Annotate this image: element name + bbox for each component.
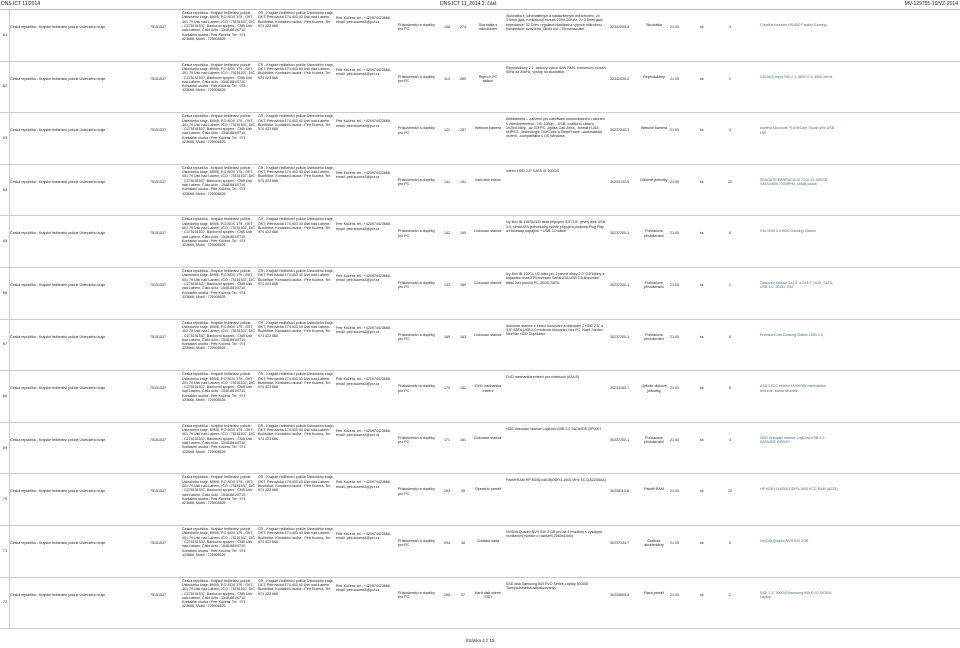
contact-person: Petr Kučera, tel.: +420974423666, email: petr.kucera3@pcr.cz bbox=[336, 325, 391, 334]
item-id: 142 bbox=[444, 231, 450, 236]
unit-label: ks bbox=[700, 489, 704, 494]
page-footer: Stránka 4 z 15 bbox=[465, 638, 495, 643]
cpv-code: 30237134-7 bbox=[610, 541, 630, 545]
row-number: 71 bbox=[2, 548, 8, 553]
item-id-2: 38 bbox=[461, 541, 465, 545]
offered-product: Dokovací stanice 3x2,5" a 2x3,5" HDD, SATA, USB 3.0, JBOD, RAI bbox=[760, 281, 834, 290]
buyer-name: Česká republika - Krajské ředitelství policie Ústeckého kraje bbox=[10, 231, 106, 236]
supplier-address: Česká republika - Krajské ředitelství policie Ústeckého kraje, 899/8, P.O.BOX 179 - OKT, 401 79 Ústí nad Labem, IČO : 75151537, DIČ : CZ75151537, Bankovní spojení : ČNB Ústí nad Labem, Číslo účtu : 1548-881/0710, Kontaktní osoba : Petr Kučera, Tel : 974 423666, Mobil : 725908525 bbox=[182, 423, 255, 454]
contact-person: Petr Kučera, tel.: +420974423666, email: petr.kucera3@pcr.cz bbox=[336, 428, 391, 438]
item-id-2: 191 bbox=[460, 179, 466, 184]
offered-product: Creative headset HS-800 Fatality Gaming bbox=[760, 23, 827, 27]
buyer-name: Česká republika - Krajské ředitelství policie Ústeckého kraje bbox=[10, 592, 106, 597]
category-reason: Příslušenství a doplňky pro PC bbox=[398, 539, 435, 548]
item-description: Icy Box IB-120CL-U3 false pro 2 pevné disky 2,5"/3,5"klidný a kapacitou max.3TB,rozhraní Seriál ATA,USB 3.0,klonování disků bez použití PC,JBOD,SATA bbox=[506, 272, 605, 285]
delivery-address: ČR - Krajské ředitelství policie Ústeckého kraje, OKT, Petrovická 174,403 40 Ústí nad Labem-Bučibitice, Kontaktní osoba : Petr Kučera, Tel: 974 423 666 bbox=[258, 62, 334, 80]
header-left: DNS ICT 11/2014 bbox=[1, 1, 41, 7]
quantity: 3 bbox=[729, 25, 731, 29]
item-id: 114 bbox=[444, 76, 450, 81]
offered-product: ASUS 8CC externí DVD±RW mechanika/ tenčené, barva stříbrná bbox=[760, 384, 826, 393]
category-reason: Příslušenství a doplňky pro PC bbox=[398, 23, 435, 32]
item-category: hard disk interní bbox=[475, 177, 501, 182]
item-description: SSD disk Samsung 840 EVO Series Laptop 500GB Trim/podržitelná aktualizovaný) bbox=[506, 581, 588, 590]
row-number: 64 bbox=[2, 187, 8, 192]
delivery-address: ČR - Krajské ředitelství policie Ústeckého kraje, OKT, Petrovická 174,403 40 Ústí nad Labem-Bučibitice, Kontaktní osoba : Petr Kučera, Tel: 974 423 666 bbox=[258, 114, 334, 132]
row-number: 65 bbox=[2, 239, 8, 244]
supplier-address: Česká republika - Krajské ředitelství policie Ústeckého kraje, 899/8, P.O.BOX 179 - OKT, 401 79 Ústí nad Labem, IČO : 75151537, DIČ : CZ75151537, Bankovní spojení : ČNB Ústí nad Labem, Číslo účtu : 1548-881/0710, Kontaktní osoba : Petr Kučera, Tel : 974 423666, Mobil : 725908525 bbox=[182, 11, 255, 41]
page-header bbox=[0, 0, 960, 8]
table-row bbox=[0, 423, 960, 475]
delivery-address: ČR - Krajské ředitelství policie Ústeckého kraje, OKT, Petrovická 174,403 40 Ústí nad Labem-Bučibitice, Kontaktní osoba : Petr Kučera, Tel: 974 423 666 bbox=[258, 527, 334, 544]
item-category: Dokovací stanice bbox=[474, 332, 502, 337]
item-description: dokovací stanice s funkcí klonování a dokování 2 HDD 2,5" a 3,5" SATA,USB 3.0,možnost klonování bez PC, Např. Vantec NexStar HDD Duplikátor. bbox=[506, 323, 604, 337]
delivery-address: ČR - Krajské ředitelství policie Ústeckého kraje, OKT, Petrovická 174,403 40 Ústí nad Labem-Bučibitice, Kontaktní osoba : Petr Kučera, Tel: 974 423 666 bbox=[258, 165, 334, 183]
offered-product: PremiumCord Docking Station USB 3.0, bbox=[760, 332, 824, 337]
supplier-address: Česká republika - Krajské ředitelství policie Ústeckého kraje, 899/8, P.O.BOX 179 - OKT, 401 79 Ústí nad Labem, IČO : 75151537, DIČ : CZ75151537, Bankovní spojení : ČNB Ústí nad Labem, Číslo účtu : 1548-881/0710, Kontaktní osoba : Petr Kučera, Tel : 974 423666, Mobil : 725908525 bbox=[182, 527, 255, 557]
contact-person: Petr Kučera, tel.: +420974423666, email: petr.kucera3@pcr.cz bbox=[336, 67, 391, 76]
cpv-name: Optické diskové jednotky bbox=[641, 384, 667, 393]
buyer-name: Česká republika - Krajské ředitelství policie Ústeckého kraje bbox=[10, 386, 106, 391]
item-id-2: 189 bbox=[460, 283, 466, 287]
delivery-address: ČR - Krajské ředitelství policie Ústeckého kraje, OKT, Petrovická 174,403 40 Ústí nad Labem-Bučibitice, Kontaktní osoba : Petr Kučera, Tel: 974 423 666 bbox=[258, 217, 334, 235]
item-id-2: 274 bbox=[460, 25, 466, 29]
item-id-2: 39 bbox=[461, 489, 465, 494]
category-reason: Příslušenství a doplňky pro PC bbox=[398, 229, 435, 238]
ico-value: 75151537 bbox=[150, 437, 166, 442]
cpv-code: 30237200-1 bbox=[610, 334, 630, 339]
cpv-name: Paměť RAM bbox=[644, 487, 664, 492]
cpv-name: Grafické akcelerátory bbox=[644, 539, 664, 548]
item-category: Dokovací stanice bbox=[474, 435, 502, 440]
cpv-code: 32342200-4 bbox=[610, 25, 630, 29]
item-category: Repro k PC aktivní bbox=[478, 74, 498, 83]
supplier-address: Česká republika - Krajské ředitelství policie Ústeckého kraje, 899/8, P.O.BOX 179 - OKT, 401 79 Ústí nad Labem, IČO : 75151537, DIČ : CZ75151537, Bankovní spojení : ČNB Ústí nad Labem, Číslo účtu : 1548-881/0710, Kontaktní osoba : Petr Kučera, Tel : 974 423666, Mobil : 725908525 bbox=[182, 320, 255, 351]
cpv-code: 30237200-1 bbox=[610, 437, 630, 442]
offered-product: HP 8GB (1X8GB) DDR3-1600 ECC RAM (A2Z5) bbox=[760, 487, 838, 492]
ico-value: 75151537 bbox=[150, 128, 166, 133]
row-number: 66 bbox=[2, 290, 8, 295]
item-id-2: 162 bbox=[460, 386, 466, 391]
cpv-code: 30237200-1 bbox=[610, 231, 630, 236]
category-reason: Příslušenství a doplňky pro PC bbox=[398, 332, 435, 341]
contact-person: Petr Kučera, tel.: +420974423666, email: petr.kucera3@pcr.cz bbox=[336, 274, 391, 283]
supplier-address: Česká republika - Krajské ředitelství policie Ústeckého kraje, 899/8, P.O.BOX 179 - OKT, 401 79 Ústí nad Labem, IČO : 75151537, DIČ : CZ75151537, Bankovní spojení : ČNB Ústí nad Labem, Číslo účtu : 1548-881/0710, Kontaktní osoba : Petr Kučera, Tel : 974 423666, Mobil : 725908525 bbox=[182, 217, 255, 248]
contact-person: Petr Kučera, tel.: +420974423666, email: petr.kucera3@pcr.cz bbox=[336, 119, 391, 128]
row-number: 69 bbox=[2, 445, 8, 450]
ico-value: 75151537 bbox=[150, 386, 166, 391]
table-row bbox=[0, 320, 960, 372]
quantity: 2 bbox=[729, 592, 731, 597]
cpv-name: Reproduktory bbox=[643, 74, 665, 79]
unit-label: ks bbox=[700, 386, 704, 391]
vat-rate: 21.00 bbox=[670, 283, 679, 287]
cpv-code: 30234600-4 bbox=[610, 592, 630, 597]
category-reason: Příslušenství a doplňky pro PC bbox=[398, 487, 435, 496]
table-row bbox=[0, 216, 960, 268]
cpv-name: Flash paměť bbox=[643, 590, 665, 595]
item-id-2: 161 bbox=[460, 437, 466, 442]
contact-person: Petr Kučera, tel.: +420974423666, email: petr.kucera3@pcr.cz bbox=[336, 16, 391, 25]
buyer-name: Česká republika - Krajské ředitelství policie Ústeckého kraje bbox=[10, 437, 106, 442]
item-description: Webkamera – zařízení pro nahrávání komunikačního rozhraní s videokonferencí - HD 1080p, - USB, -rozlišení obrazu 1920x1080p, -až 30FPS, -optika Carl Zeiss, -formát H.264, MJPEG, -technologie TrueColor a ClearFrame, -automatické ostření, -kompatibilita s OS Windows bbox=[506, 117, 605, 139]
cpv-code: 30236110-6 bbox=[610, 489, 629, 494]
item-id: 121 bbox=[444, 128, 450, 133]
item-id: 293 bbox=[444, 489, 450, 494]
ico-value: 75151537 bbox=[150, 489, 166, 494]
cpv-code: 30233132-5 bbox=[610, 179, 630, 184]
item-description: NVIDIA Quadro NVS 510 2 GB pro až 4 monitory s vysokým rozlišením(monitor o rozlišení 2560x1440) bbox=[506, 530, 602, 539]
vat-rate: 21.00 bbox=[670, 25, 679, 29]
vat-rate: 21.00 bbox=[670, 231, 679, 236]
contact-person: Petr Kučera, tel.: +420974423666, email: petr.kucera3@pcr.cz bbox=[336, 480, 391, 489]
item-id-2: 37 bbox=[461, 592, 465, 597]
row-number: 63 bbox=[2, 135, 8, 140]
buyer-name: Česká republika - Krajské ředitelství policie Ústeckého kraje bbox=[10, 76, 106, 81]
offered-product: iTec USB 3.0 HDD Docking Station bbox=[760, 229, 816, 234]
cpv-name: Počítačové příslušenství bbox=[643, 332, 665, 341]
delivery-address: ČR - Krajské ředitelství policie Ústeckého kraje, OKT, Petrovická 174,403 40 Ústí nad Labem-Bučibitice, Kontaktní osoba : Petr Kučera, Tel: 974 423 666 bbox=[258, 423, 334, 441]
offered-product: NVIDIA Quadro NVS 510 2GB bbox=[760, 539, 809, 543]
contact-person: Petr Kučera, tel.: +420974423666, email: petr.kucera3@pcr.cz bbox=[336, 583, 391, 592]
contact-person: Petr Kučera, tel.: +420974423666, email: petr.kucera3@pcr.cz bbox=[336, 532, 391, 541]
category-reason: Příslušenství a doplňky pro PC bbox=[398, 126, 435, 135]
table-row bbox=[0, 526, 960, 578]
row-number: 67 bbox=[2, 342, 8, 347]
supplier-address: Česká republika - Krajské ředitelství policie Ústeckého kraje, 899/8, P.O.BOX 179 - OKT, 401 79 Ústí nad Labem, IČO : 75151537, DIČ : CZ75151537, Bankovní spojení : ČNB Ústí nad Labem, Číslo účtu : 1548-881/0710, Kontaktní osoba : Petr Kučera, Tel : 974 423666, Mobil : 725908525 bbox=[182, 269, 255, 299]
delivery-address: ČR - Krajské ředitelství policie Ústeckého kraje, OKT, Petrovická 174,403 40 Ústí nad Labem-Bučibitice, Kontaktní osoba : Petr Kučera, Tel: 974 423 666 bbox=[258, 578, 334, 596]
offered-product: HDD dokovací stanice LogiLink USB 3.0 SATA/IDE QP0007 bbox=[760, 435, 825, 445]
table-row bbox=[0, 268, 960, 320]
ico-value: 75151537 bbox=[150, 231, 166, 236]
unit-label: ks bbox=[700, 437, 704, 442]
item-id-2: 280 bbox=[460, 76, 466, 81]
category-reason: Příslušenství a doplňky pro PC bbox=[398, 74, 435, 83]
header-center: DNS ICT 11_2014 2. část bbox=[440, 1, 497, 7]
quantity: 5 bbox=[729, 386, 731, 391]
quantity: 2 bbox=[729, 76, 731, 81]
item-id: 169 bbox=[444, 334, 450, 339]
cpv-code: 32342000-2 bbox=[610, 76, 630, 81]
table-row bbox=[0, 165, 960, 217]
item-description: Sluchátka s odnímatelným a nastavitelným mikrofonem, 2x 3.5mm jack, Kmitočtový rozsah 20Hz-20KHz, 2x 3.5mm jack, Impedance: 32 Ohm, regulace hlasitosti a vypnutí mikrofonu, Konstrukce: uzavřená, Okolo uší – Circumaurální. bbox=[506, 14, 604, 31]
table-row bbox=[0, 62, 960, 114]
unit-label: ks bbox=[700, 128, 704, 133]
row-number: 62 bbox=[2, 84, 8, 89]
item-category: Operační paměť bbox=[474, 487, 502, 492]
row-number: 68 bbox=[2, 393, 8, 398]
buyer-name: Česká republika - Krajské ředitelství policie Ústeckého kraje bbox=[10, 283, 106, 287]
item-id: 141 bbox=[444, 179, 450, 184]
supplier-address: Česká republika - Krajské ředitelství policie Ústeckého kraje, 899/8, P.O.BOX 179 - OKT, 401 79 Ústí nad Labem, IČO : 75151537, DIČ : CZ75151537, Bankovní spojení : ČNB Ústí nad Labem, Číslo účtu : 1548-881/0710, Kontaktní osoba : Petr Kučera, Tel : 974 423666, Mobil : 725908525 bbox=[182, 62, 255, 93]
quantity: 20 bbox=[728, 179, 732, 184]
delivery-address: ČR - Krajské ředitelství policie Ústeckého kraje, OKT, Petrovická 174,403 40 Ústí nad Labem-Bučibitice, Kontaktní osoba : Petr Kučera, Tel: 974 423 666 bbox=[258, 269, 334, 286]
ico-value: 75151537 bbox=[150, 592, 166, 597]
contact-person: Petr Kučera, tel.: +420974423666, email: petr.kucera3@pcr.cz bbox=[336, 170, 391, 180]
table-row bbox=[0, 371, 960, 423]
cpv-code: 30237240-3 bbox=[610, 128, 630, 133]
item-id: 170 bbox=[444, 386, 450, 391]
item-category: Sluchátka s mikrofonem bbox=[478, 23, 498, 32]
offered-product: kamera Microsoft PL/LifeCam Studio Win USB HW bbox=[760, 126, 835, 135]
category-reason: Příslušenství a doplňky pro PC bbox=[398, 435, 435, 445]
unit-label: ks bbox=[700, 541, 704, 545]
quantity: 5 bbox=[729, 541, 731, 545]
category-reason: Příslušenství a doplňky pro PC bbox=[398, 590, 435, 599]
item-description: Icy Box IB-116StU3-B false připojení 3,5"/2,5" pevný disk USB 3.0, sériál ATA,jednoduchý rychlé připojení,podpora Plug Play a Hot-swap,napájení + USB 3.0 kabel bbox=[506, 220, 605, 234]
item-id-2: 163 bbox=[460, 334, 466, 339]
buyer-name: Česká republika - Krajské ředitelství policie Ústeckého kraje bbox=[10, 489, 106, 494]
buyer-name: Česká republika - Krajské ředitelství policie Ústeckého kraje bbox=[10, 179, 106, 184]
item-category: DVD mechanika externí bbox=[475, 384, 501, 393]
header-right: MV-129755-16/VZ-2014 bbox=[904, 1, 958, 7]
unit-label: ks bbox=[700, 334, 704, 339]
supplier-address: Česká republika - Krajské ředitelství policie Ústeckého kraje, 899/8, P.O.BOX 179 - OKT, 401 79 Ústí nad Labem, IČO : 75151537, DIČ : CZ75151537, Bankovní spojení : ČNB Ústí nad Labem, Číslo účtu : 1548-881/0710, Kontaktní osoba : Petr Kučera, Tel : 974 423666, Mobil : 725908525 bbox=[182, 114, 255, 145]
delivery-address: ČR - Krajské ředitelství policie Ústeckého kraje, OKT, Petrovická 174,403 40 Ústí nad Labem-Bučibitice, Kontaktní osoba : Petr Kučera, Tel: 974 423 666 bbox=[258, 11, 334, 28]
cpv-name: Webové kamera bbox=[640, 126, 668, 131]
quantity: 6 bbox=[729, 334, 731, 339]
row-number: 72 bbox=[2, 600, 8, 605]
contact-person: Petr Kučera, tel.: +420974423666, email: petr.kucera3@pcr.cz bbox=[336, 222, 391, 231]
item-description: interní HDD 3,5" SATA III, 500GB bbox=[506, 168, 559, 173]
vat-rate: 21.00 bbox=[670, 489, 679, 494]
quantity: 20 bbox=[728, 489, 732, 494]
quantity: 3 bbox=[729, 437, 731, 442]
cpv-name: Počítačové příslušenství bbox=[643, 229, 665, 238]
ico-value: 75151537 bbox=[150, 283, 166, 287]
offered-product: SEAGATE BARRACUDA 7200.14, 500GB SATA3/600 7200RPM, 16MB cache bbox=[760, 177, 828, 187]
table-row bbox=[0, 474, 960, 526]
item-id: 171 bbox=[444, 437, 450, 442]
buyer-name: Česká republika - Krajské ředitelství policie Ústeckého kraje bbox=[10, 25, 106, 29]
item-category: Dokovací stanice bbox=[474, 281, 502, 285]
table-row bbox=[0, 10, 960, 62]
unit-label: ks bbox=[700, 76, 704, 81]
buyer-name: Česká republika - Krajské ředitelství policie Ústeckého kraje bbox=[10, 128, 106, 133]
item-description: Reproduktory 2.1, celkový výkon 40W RMS, frekvenční rozsah 50Hz až 20kHz, výstup na sluchátka bbox=[506, 65, 606, 74]
supplier-address: Česká republika - Krajské ředitelství policie Ústeckého kraje, 899/8, P.O.BOX 179 - OKT, 401 79 Ústí nad Labem, IČO : 75151537, DIČ : CZ75151537, Bankovní spojení : ČNB Ústí nad Labem, Číslo účtu : 1548-881/0710, Kontaktní osoba : Petr Kučera, Tel : 974 423666, Mobil : 725908525 bbox=[182, 578, 255, 609]
supplier-address: Česká republika - Krajské ředitelství policie Ústeckého kraje, 899/8, P.O.BOX 179 - OKT, 401 79 Ústí nad Labem, IČO : 75151537, DIČ : CZ75151537, Bankovní spojení : ČNB Ústí nad Labem, Číslo účtu : 1548-881/0710, Kontaktní osoba : Petr Kučera, Tel : 974 423666, Mobil : 725908525 bbox=[182, 372, 255, 403]
table-row bbox=[0, 578, 960, 630]
item-id: 143 bbox=[444, 283, 450, 287]
supplier-address: Česká republika - Krajské ředitelství policie Ústeckého kraje, 899/8, P.O.BOX 179 - OKT, 401 79 Ústí nad Labem, IČO : 75151537, DIČ : CZ75151537, Bankovní spojení : ČNB Ústí nad Labem, Číslo účtu : 1548-881/0710, Kontaktní osoba : Petr Kučera, Tel : 974 423666, Mobil : 725908525 bbox=[182, 165, 255, 196]
category-reason: Příslušenství a doplňky pro PC bbox=[398, 384, 435, 393]
cpv-name: Sluchátka bbox=[646, 23, 662, 27]
vat-rate: 21.00 bbox=[670, 541, 679, 545]
item-id-2: 287 bbox=[460, 128, 466, 133]
vat-rate: 21.00 bbox=[670, 128, 679, 133]
item-category: Webové kamera bbox=[474, 126, 502, 131]
unit-label: ks bbox=[700, 25, 704, 29]
unit-label: ks bbox=[700, 179, 704, 184]
delivery-address: ČR - Krajské ředitelství policie Ústeckého kraje, OKT, Petrovická 174,403 40 Ústí nad Labem-Bučibitice, Kontaktní osoba : Petr Kučera, Tel: 974 423 666 bbox=[258, 320, 334, 338]
vat-rate: 21.00 bbox=[670, 179, 679, 184]
cpv-name: Počítačové příslušenství bbox=[643, 281, 665, 290]
item-description: DVD mechanika externí pro notebook (ASUS) bbox=[506, 375, 580, 380]
offered-product: SSD 2.5" 500GB Samsung 840 EVO SATAIII Laptop bbox=[760, 590, 832, 599]
item-id: 294 bbox=[444, 541, 450, 545]
buyer-name: Česká republika - Krajské ředitelství policie Ústeckého kraje bbox=[10, 541, 106, 545]
vat-rate: 21.00 bbox=[670, 386, 679, 391]
contact-person: Petr Kučera, tel.: +420974423666, email: petr.kucera3@pcr.cz bbox=[336, 377, 391, 386]
delivery-address: ČR - Krajské ředitelství policie Ústeckého kraje, OKT, Petrovická 174,403 40 Ústí nad Labem-Bučibitice, Kontaktní osoba : Petr Kučera, Tel: 974 423 666 bbox=[258, 372, 334, 390]
item-description: PaměťRAM HP 8GB(1x8GB)DDR3-1600 MHz ECC(A2Z55AA) bbox=[506, 478, 606, 483]
ico-value: 75151537 bbox=[150, 76, 166, 81]
unit-label: ks bbox=[700, 283, 704, 287]
vat-rate: 21.00 bbox=[670, 437, 679, 442]
delivery-address: ČR - Krajské ředitelství policie Ústeckého kraje, OKT, Petrovická 174,403 40 Ústí nad Labem-Bučibitice, Kontaktní osoba : Petr Kučera, Tel: 974 423 666 bbox=[258, 475, 334, 493]
offered-product: GENIUS repro SW-2.1 1800/ 2.1/ 40W/ černé bbox=[760, 74, 833, 79]
item-id: 295 bbox=[444, 592, 450, 597]
cpv-name: Počítačové příslušenství bbox=[643, 435, 665, 445]
category-reason: Příslušenství a doplňky pro PC bbox=[398, 281, 435, 290]
vat-rate: 21.00 bbox=[670, 592, 679, 597]
buyer-name: Česká republika - Krajské ředitelství policie Ústeckého kraje bbox=[10, 334, 106, 339]
row-number: 61 bbox=[2, 32, 8, 37]
ico-value: 75151537 bbox=[150, 541, 166, 545]
item-id: 108 bbox=[444, 25, 450, 29]
unit-label: ks bbox=[700, 592, 704, 597]
item-description: HDD dokovací stanice LogiLink USB 3.0 SATA/IDE QP0007 bbox=[506, 426, 602, 431]
item-id-2: 190 bbox=[460, 231, 466, 236]
table-row bbox=[0, 113, 960, 165]
category-reason: Příslušenství a doplňky pro PC bbox=[398, 177, 435, 187]
unit-label: ks bbox=[700, 231, 704, 236]
supplier-address: Česká republika - Krajské ředitelství policie Ústeckého kraje, 899/8, P.O.BOX 179 - OKT, 401 79 Ústí nad Labem, IČO : 75151537, DIČ : CZ75151537, Bankovní spojení : ČNB Ústí nad Labem, Číslo účtu : 1548-881/0710, Kontaktní osoba : Petr Kučera, Tel : 974 423666, Mobil : 725908525 bbox=[182, 475, 255, 506]
ico-value: 75151537 bbox=[150, 25, 166, 29]
quantity: 3 bbox=[729, 128, 731, 133]
item-category: Hard disk interní SSD bbox=[474, 590, 502, 599]
ico-value: 75151537 bbox=[150, 334, 166, 339]
vat-rate: 21.00 bbox=[670, 334, 679, 339]
quantity: 1 bbox=[729, 283, 731, 287]
row-number: 70 bbox=[2, 497, 8, 502]
item-category: Dokovací stanice bbox=[474, 229, 502, 234]
cpv-code: 30237200-1 bbox=[610, 283, 630, 287]
cpv-name: Diskové jednotky bbox=[640, 177, 668, 182]
ico-value: 75151537 bbox=[150, 179, 166, 184]
quantity: 6 bbox=[729, 231, 731, 236]
vat-rate: 21.00 bbox=[670, 76, 679, 81]
cpv-code: 30233150-7 bbox=[610, 386, 630, 391]
item-category: Grafická karta bbox=[476, 539, 500, 543]
